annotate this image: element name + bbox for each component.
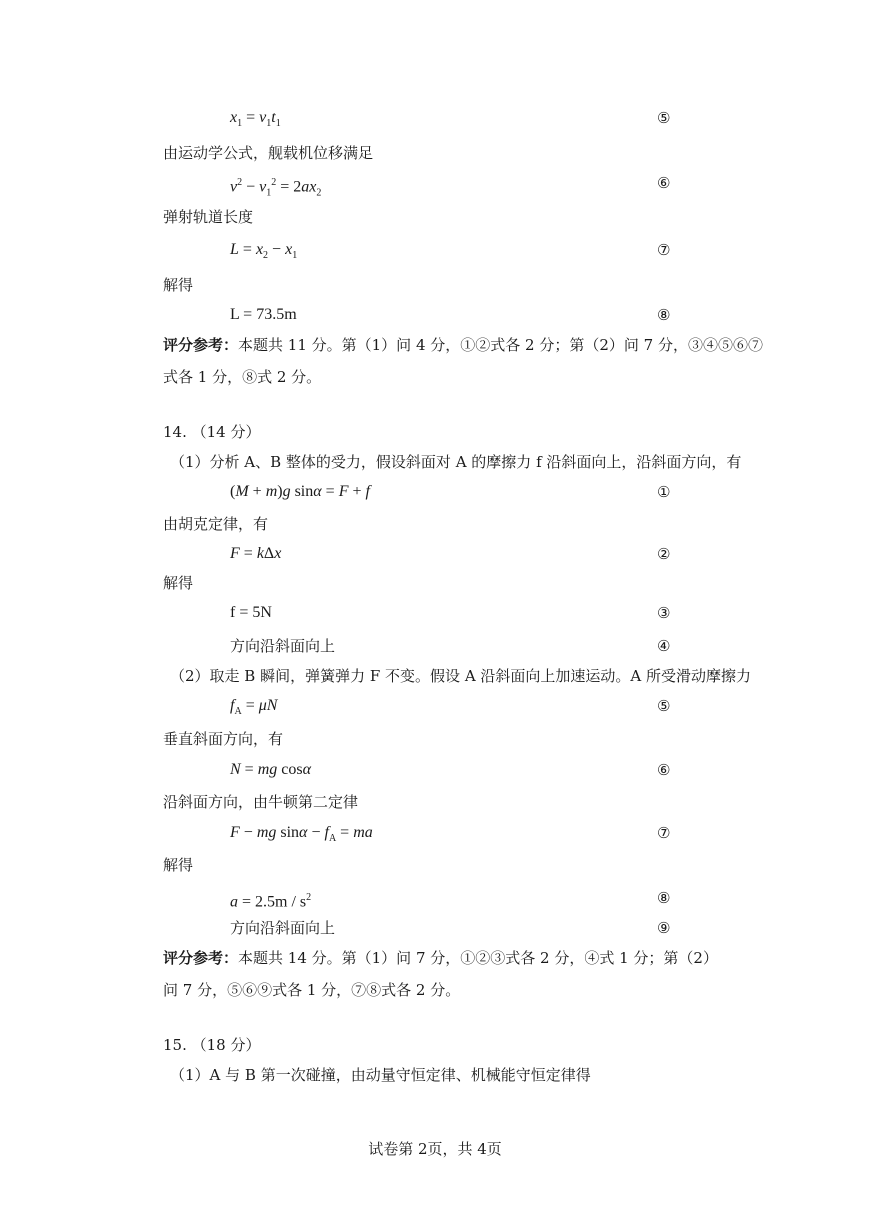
equation-kinematics: $v^2 - v_1^2 = 2ax_2$ — [230, 177, 322, 199]
equation-marker: ③ — [657, 604, 671, 622]
equation-marker: ⑧ — [657, 889, 671, 907]
score-label: 评分参考： — [163, 336, 239, 354]
equation-marker: ② — [657, 545, 671, 563]
score-label: 评分参考： — [163, 949, 239, 967]
score-reference-cont: 式各 1 分，⑧式 2 分。 — [163, 368, 322, 386]
equation-marker: ⑥ — [657, 761, 671, 779]
equation-marker: ⑦ — [657, 824, 671, 842]
equation-marker: ⑥ — [657, 174, 671, 192]
equation-sliding-friction: $f_A = \mu N$ — [230, 697, 278, 718]
page-footer: 试卷第 2页，共 4页 — [368, 1140, 502, 1158]
equation-hooke: F = kΔx — [230, 545, 282, 562]
equation-marker: ⑦ — [657, 241, 671, 259]
text-line: 解得 — [163, 574, 194, 592]
text-line: 方向沿斜面向上 — [230, 637, 336, 655]
equation-marker: ④ — [657, 637, 671, 655]
equation-newton: F − mg $\sin\alpha - f_A$ = ma — [230, 824, 373, 845]
question-heading: 14. （14 分） — [163, 423, 261, 441]
equation-marker: ① — [657, 483, 671, 501]
equation-normal: N = mg cosα — [230, 761, 311, 778]
equation-x1: $x_1 = v_1t_1$ — [230, 109, 281, 130]
equation-result: L = 73.5m — [230, 306, 297, 323]
text-line: 解得 — [163, 276, 194, 294]
equation-marker: ⑨ — [657, 919, 671, 937]
text-line: 沿斜面方向，由牛顿第二定律 — [163, 793, 359, 811]
text-line: 解得 — [163, 856, 194, 874]
equation-marker: ⑧ — [657, 306, 671, 324]
equation-length: $L = x_2 - x_1$ — [230, 241, 298, 262]
equation-acceleration: $a = 2.5m / s^2$ — [230, 892, 312, 911]
text-line: 弹射轨道长度 — [163, 208, 254, 226]
text-line: 由胡克定律，有 — [163, 515, 269, 533]
score-reference — [163, 335, 763, 355]
equation-marker: ⑤ — [657, 697, 671, 715]
text-line: （1）A 与 B 第一次碰撞，由动量守恒定律、机械能守恒定律得 — [170, 1066, 591, 1084]
text-line: （1）分析 A、B 整体的受力，假设斜面对 A 的摩擦力 f 沿斜面向上，沿斜面方向，有 — [170, 453, 742, 471]
question-heading: 15. （18 分） — [163, 1036, 261, 1054]
score-reference — [163, 948, 718, 968]
score-reference-cont: 问 7 分，⑤⑥⑨式各 1 分，⑦⑧式各 2 分。 — [163, 981, 461, 999]
text-line: 垂直斜面方向，有 — [163, 730, 284, 748]
equation-marker: ⑤ — [657, 109, 671, 127]
equation-friction: f = 5N — [230, 604, 272, 621]
score-text: 本题共 11 分。第（1）问 4 分，①②式各 2 分；第（2）问 7 分，③④⑤⑥⑦ — [238, 336, 763, 354]
equation-force-balance: (M + m)g sinα = F + f — [230, 483, 370, 500]
score-text: 本题共 14 分。第（1）问 7 分，①②③式各 2 分，④式 1 分；第（2） — [238, 949, 718, 967]
text-line: （2）取走 B 瞬间，弹簧弹力 F 不变。假设 A 沿斜面向上加速运动。A 所受滑动摩擦力 — [170, 667, 752, 685]
text-line: 方向沿斜面向上 — [230, 919, 336, 937]
text-line: 由运动学公式，舰载机位移满足 — [163, 144, 374, 162]
